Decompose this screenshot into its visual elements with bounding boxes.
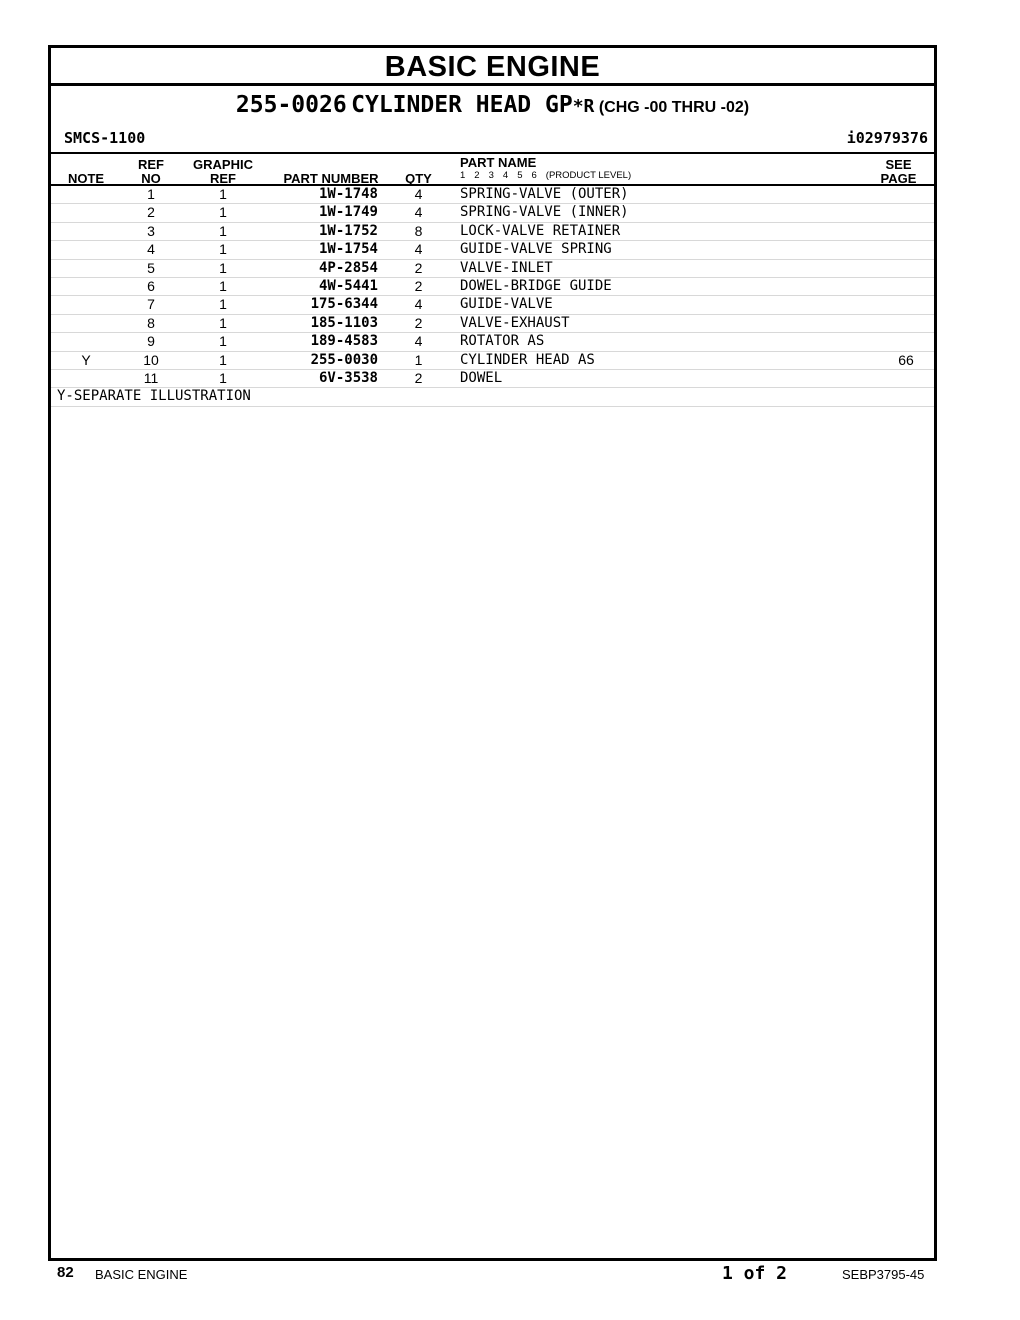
row-ref: 8 xyxy=(147,314,155,331)
group-title xyxy=(51,92,934,118)
footnote-row xyxy=(51,388,934,406)
row-graphic-ref: 1 xyxy=(219,351,227,368)
row-qty: 4 xyxy=(414,333,423,350)
page-title: BASIC ENGINE xyxy=(95,1267,188,1282)
row-part-name: DOWEL xyxy=(460,369,503,386)
group-number: 255-0026 xyxy=(235,92,347,118)
row-part-number: 1W-1749 xyxy=(318,204,378,221)
row-note: Y xyxy=(81,351,91,368)
row-graphic-ref: 1 xyxy=(219,277,227,294)
row-qty: 2 xyxy=(414,314,423,331)
row-ref: 10 xyxy=(143,351,159,368)
column-see-top: SEE xyxy=(885,157,912,172)
column-see-page xyxy=(871,158,926,186)
header-rule xyxy=(51,152,934,154)
column-part-number: PART NUMBER xyxy=(283,171,379,186)
illustration-id: i02979376 xyxy=(846,129,928,147)
row-part-number: 255-0030 xyxy=(310,351,378,368)
row-part-name: VALVE-EXHAUST xyxy=(460,314,570,331)
row-qty: 1 xyxy=(414,351,423,368)
column-part-name: PART NAME xyxy=(460,155,537,170)
row-graphic-ref: 1 xyxy=(219,186,227,202)
row-graphic-ref: 1 xyxy=(219,314,227,331)
level-6: 6 xyxy=(531,170,537,181)
row-graphic-ref: 1 xyxy=(219,369,227,386)
page-of: 1 of 2 xyxy=(722,1263,788,1284)
row-qty: 8 xyxy=(414,222,423,239)
publication-number: SEBP3795-45 xyxy=(842,1267,925,1282)
row-part-name: SPRING-VALVE (OUTER) xyxy=(460,186,629,202)
row-graphic-ref: 1 xyxy=(219,204,227,221)
table-row xyxy=(51,204,934,222)
column-ref xyxy=(131,158,171,186)
row-part-name: GUIDE-VALVE xyxy=(460,296,553,313)
column-ref-bottom: NO xyxy=(141,171,161,186)
table-row xyxy=(51,333,934,351)
row-graphic-ref: 1 xyxy=(219,222,227,239)
row-ref: 6 xyxy=(147,277,155,294)
row-part-name: DOWEL-BRIDGE GUIDE xyxy=(460,277,612,294)
column-graphic-top: GRAPHIC xyxy=(193,157,253,172)
column-ref-top: REF xyxy=(138,157,164,172)
column-graphic-bottom: REF xyxy=(210,171,236,186)
row-ref: 2 xyxy=(147,204,155,221)
table-row xyxy=(51,315,934,333)
row-part-name: ROTATOR AS xyxy=(460,333,545,350)
row-ref: 4 xyxy=(147,241,155,258)
column-graphic-ref xyxy=(188,158,258,186)
level-3: 3 xyxy=(488,170,494,181)
product-levels xyxy=(460,170,640,181)
group-name: CYLINDER HEAD GP xyxy=(351,92,573,118)
row-part-number: 1W-1748 xyxy=(318,186,378,202)
level-2: 2 xyxy=(474,170,480,181)
level-4: 4 xyxy=(502,170,509,181)
row-ref: 5 xyxy=(147,259,155,276)
table-row xyxy=(51,370,934,388)
row-qty: 2 xyxy=(414,369,423,386)
row-see-page: 66 xyxy=(898,351,914,368)
column-note: NOTE xyxy=(67,171,105,186)
footnote: Y-SEPARATE ILLUSTRATION xyxy=(57,388,251,405)
row-part-number: 1W-1752 xyxy=(318,222,378,239)
table-row xyxy=(51,260,934,278)
row-qty: 2 xyxy=(414,277,423,294)
row-part-number: 6V-3538 xyxy=(318,369,378,386)
parts-list-frame xyxy=(48,45,937,1261)
table-row xyxy=(51,186,934,204)
level-5: 5 xyxy=(517,170,523,181)
section-title: BASIC ENGINE xyxy=(51,48,934,86)
row-graphic-ref: 1 xyxy=(219,296,227,313)
table-row xyxy=(51,296,934,314)
smcs-code: SMCS-1100 xyxy=(64,129,146,147)
row-part-name: GUIDE-VALVE SPRING xyxy=(460,241,612,258)
row-graphic-ref: 1 xyxy=(219,333,227,350)
row-qty: 4 xyxy=(414,241,423,258)
parts-table xyxy=(51,186,934,407)
column-qty: QTY xyxy=(405,171,432,186)
table-row xyxy=(51,352,934,370)
row-qty: 4 xyxy=(414,186,423,202)
row-qty: 2 xyxy=(414,259,423,276)
row-part-number: 4P-2854 xyxy=(318,259,378,276)
row-part-name: VALVE-INLET xyxy=(460,259,553,276)
row-qty: 4 xyxy=(414,296,423,313)
row-part-number: 175-6344 xyxy=(310,296,378,313)
row-qty: 4 xyxy=(414,204,423,221)
row-ref: 11 xyxy=(143,369,159,386)
group-flag: *R xyxy=(572,96,595,117)
row-ref: 9 xyxy=(147,333,155,350)
row-graphic-ref: 1 xyxy=(219,259,227,276)
row-ref: 3 xyxy=(147,222,155,239)
row-part-name: CYLINDER HEAD AS xyxy=(460,351,595,368)
table-row xyxy=(51,278,934,296)
row-part-number: 189-4583 xyxy=(310,333,378,350)
row-graphic-ref: 1 xyxy=(219,241,227,258)
row-part-number: 185-1103 xyxy=(310,314,378,331)
row-part-number: 4W-5441 xyxy=(318,277,378,294)
column-see-bottom: PAGE xyxy=(880,171,917,186)
level-1: 1 xyxy=(460,170,466,181)
level-note: (PRODUCT LEVEL) xyxy=(545,170,632,181)
table-row xyxy=(51,241,934,259)
change-range: (CHG -00 THRU -02) xyxy=(598,99,750,116)
row-part-name: SPRING-VALVE (INNER) xyxy=(460,204,629,221)
row-part-number: 1W-1754 xyxy=(318,241,378,258)
page-number: 82 xyxy=(57,1264,74,1281)
row-part-name: LOCK-VALVE RETAINER xyxy=(460,222,621,239)
table-row xyxy=(51,223,934,241)
row-ref: 1 xyxy=(147,186,155,202)
row-ref: 7 xyxy=(147,296,155,313)
